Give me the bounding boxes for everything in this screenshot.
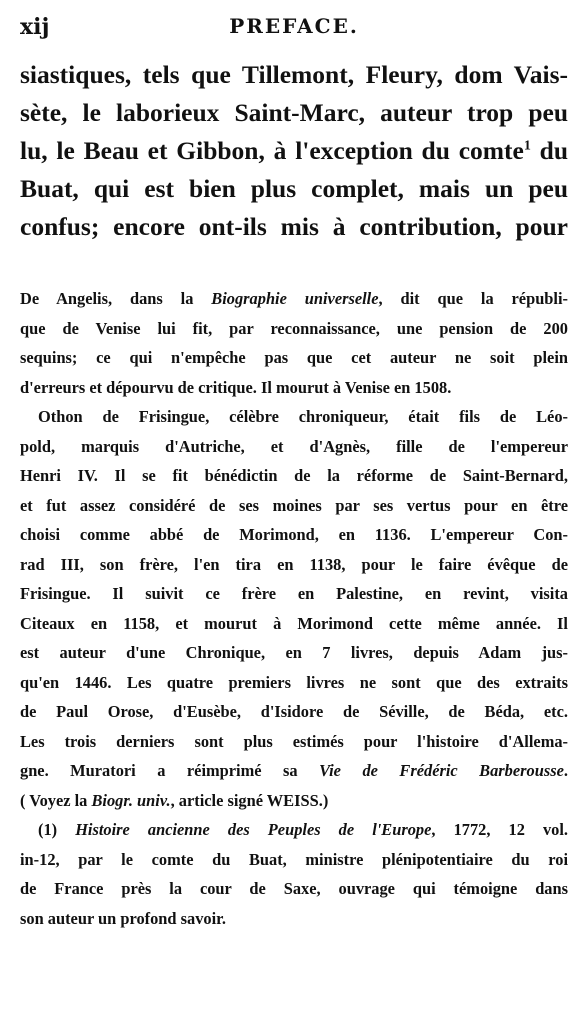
footnote-line: Othon de Frisingue, célèbre chroniqueur, était fils de Léo- — [38, 407, 568, 426]
main-text-line: Buat, qui est bien plus complet, mais un peu — [20, 174, 568, 203]
footnote-line — [20, 284, 568, 314]
footnote-line: de Paul Orose, d'Eusèbe, d'Isidore de Séville, de Béda, etc. — [20, 702, 568, 721]
footnote-line: Henri IV. Il se fit bénédictin de la réforme de Saint-Bernard, — [20, 466, 568, 485]
footnote-fragment: De Angelis, dans la — [20, 289, 212, 308]
footnote-line — [20, 786, 568, 816]
running-title: PREFACE. — [229, 14, 359, 38]
main-text-block — [20, 56, 568, 246]
footnote-fragment: gne. Muratori a réimprimé sa — [20, 761, 320, 780]
main-text-line: siastiques, tels que Tillemont, Fleury, dom Vais- — [20, 60, 568, 89]
footnote-line: choisi comme abbé de Morimond, en 1136. L'empereur Con- — [20, 525, 568, 544]
footnotes-block — [20, 284, 568, 933]
footnote-line: de France près la cour de Saxe, ouvrage qui témoigne dans — [20, 879, 568, 898]
footnote-line: rad III, son frère, l'en tira en 1138, pour le faire évêque de — [20, 554, 568, 574]
footnote-line: est auteur d'une Chronique, en 7 livres, depuis Adam jus- — [20, 643, 568, 662]
footnote-fragment: ( Voyez la — [20, 790, 92, 810]
footnote-line: son auteur un profond savoir. — [20, 908, 227, 928]
page-header — [20, 14, 568, 38]
footnote-fragment: , 1772, 12 vol. — [431, 820, 569, 839]
footnote-marker: 1 — [523, 138, 531, 154]
footnote-line: sequins; ce qui n'empêche pas que cet auteur ne soit plein — [20, 348, 568, 367]
footnote-line: Frisingue. Il suivit ce frère en Palestine, en revint, visita — [20, 584, 568, 603]
main-text-line: sète, le laborieux Saint-Marc, auteur trop peu — [20, 98, 568, 127]
footnote-line: qu'en 1446. Les quatre premiers livres ne sont que des extraits — [20, 672, 568, 692]
main-text-fragment: du — [530, 136, 568, 165]
main-text-line — [20, 132, 568, 170]
work-title: Biographie universelle — [211, 289, 379, 308]
footnote-line: d'erreurs et dépourvu de critique. Il mourut à Venise en 1508. — [20, 377, 452, 397]
main-text-line: confus; encore ont-ils mis à contribution, pour — [20, 212, 568, 241]
footnote-line: in-12, par le comte du Buat, ministre plénipotentiaire du roi — [20, 849, 568, 869]
work-title: Histoire ancienne des Peuples de l'Europe — [75, 820, 432, 839]
footnote-fragment: (1) — [38, 820, 76, 839]
main-text-fragment: lu, le Beau et Gibbon, à l'exception du comte — [20, 136, 524, 165]
footnote-line: que de Venise lui fit, par reconnaissance, une pension de 200 — [20, 318, 568, 338]
footnote-line: Citeaux en 1158, et mourut à Morimond cette même année. Il — [20, 613, 568, 633]
footnote-fragment: , article signé WEISS.) — [170, 790, 329, 810]
footnote-fragment: . — [563, 761, 568, 780]
footnote-line: et fut assez considéré de ses moines par ses vertus pour en être — [20, 495, 568, 515]
page-number: xij — [20, 14, 50, 40]
footnote-line — [20, 815, 568, 845]
footnote-line — [20, 756, 568, 786]
footnote-line: Les trois derniers sont plus estimés pour l'histoire d'Allema- — [20, 731, 568, 751]
work-title: Vie de Frédéric Barberousse — [319, 761, 564, 780]
work-title: Biogr. univ. — [91, 790, 171, 810]
footnote-line: pold, marquis d'Autriche, et d'Agnès, fille de l'empereur — [20, 436, 568, 456]
footnote-fragment: , dit que la républi- — [378, 289, 568, 308]
